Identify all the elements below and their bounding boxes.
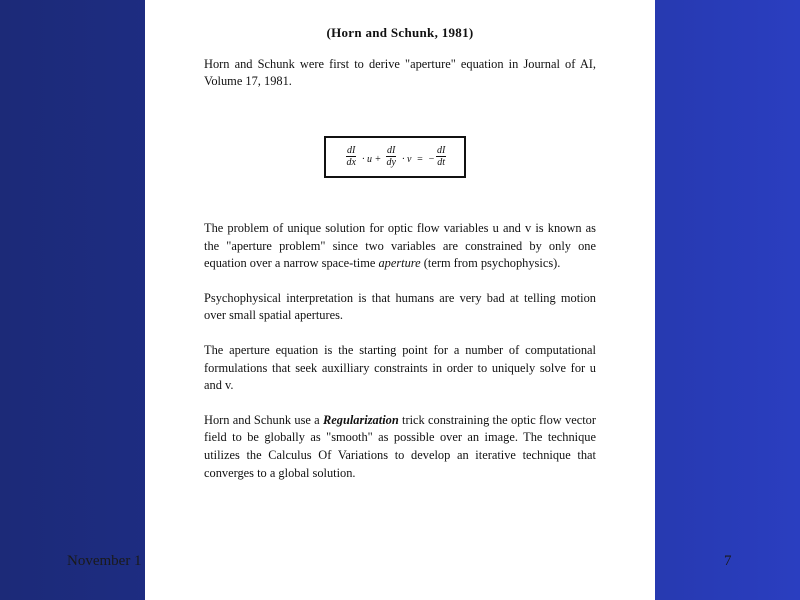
body-paragraphs bbox=[204, 220, 596, 499]
document-page bbox=[145, 0, 655, 600]
equation-term-dy: $\frac{dI}{dy}$ bbox=[386, 145, 396, 168]
page-number: 7 bbox=[724, 553, 732, 569]
equation-term-dx: $\frac{dI}{dx}$ bbox=[346, 145, 356, 168]
computational-paragraph: The aperture equation is the starting point for a number of computational formulations that seek auxilliary constraints in order to uniquely solve for u and v. bbox=[204, 342, 596, 393]
page-heading: (Horn and Schunk, 1981) bbox=[326, 25, 474, 40]
aperture-equation bbox=[324, 136, 466, 178]
psychophysics-paragraph: Psychophysical interpretation is that humans are very bad at telling motion over small spatial apertures. bbox=[204, 290, 596, 323]
equation-op-u: · u + bbox=[362, 154, 382, 165]
page-content bbox=[204, 24, 596, 480]
intro-paragraph: Horn and Schunk were first to derive "aperture" equation in Journal of AI, Volume 17, 1981. bbox=[204, 56, 596, 89]
regularization-paragraph: Horn and Schunk use a Regularization trick constraining the optic flow vector field to be globally as "smooth" as possible over an image. The technique utilizes the Calculus Of Variations to develop an iterative technique that converges to a global solution. bbox=[204, 412, 596, 480]
aperture-problem-paragraph: The problem of unique solution for optic flow variables u and v is known as the "aperture problem" since two variables are constrained by only one equation over a narrow space-time aperture (term from psychophysics). bbox=[204, 221, 596, 271]
footer-date: November 1 bbox=[67, 553, 142, 569]
equation-op-v: · v = − bbox=[402, 154, 435, 165]
equation-term-dt: $\frac{dI}{dt}$ bbox=[437, 145, 446, 168]
